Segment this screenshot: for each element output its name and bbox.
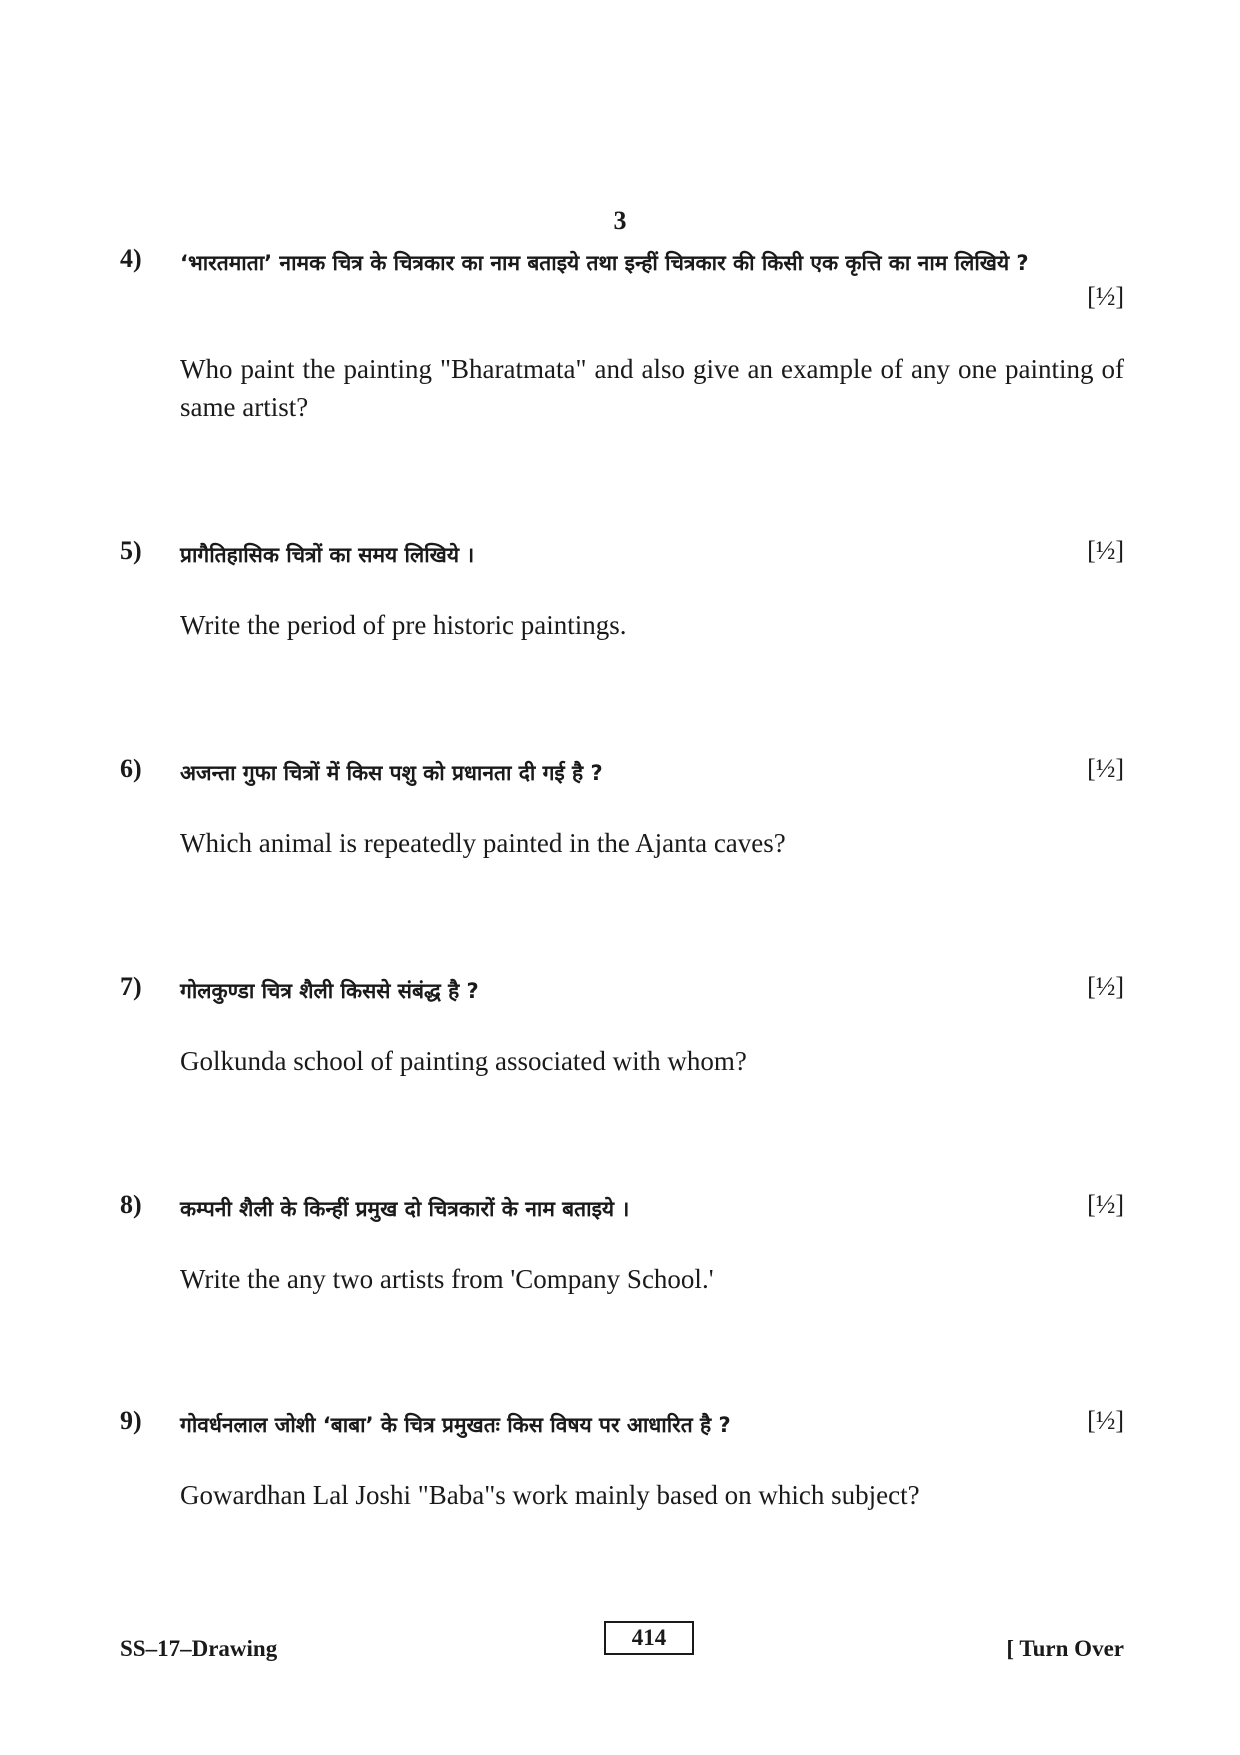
question-hindi-text: अजन्ता गुफा चित्रों में किस पशु को प्रधानता दी गई है ? (180, 761, 603, 785)
question-hindi-line: ‘भारतमाता’ नामक चित्र के चित्रकार का नाम बताइये तथा इन्हीं चित्रकार की किसी एक कृत्ति का नाम लिखिये ? (180, 251, 1029, 275)
question-english-text: Gowardhan Lal Joshi "Baba"s work mainly based on which subject? (180, 1480, 920, 1510)
question-marks: [½] (1087, 1190, 1124, 1219)
question-marks: [½] (1087, 754, 1124, 783)
question-hindi-text: गोलकुण्डा चित्र शैली किससे संबंद्ध है ? (180, 979, 479, 1003)
question-english-text: Write the any two artists from 'Company School.' (180, 1264, 714, 1294)
question-9 (120, 1406, 1124, 1516)
paper-code: SS–17–Drawing (120, 1636, 278, 1661)
question-english-text: Who paint the painting "Bharatmata" and also give an example of any one painting of same artist? (180, 354, 1124, 422)
page-number: 3 (613, 206, 627, 235)
question-marks: [½] (1087, 536, 1124, 565)
question-marks: [½] (1087, 282, 1124, 311)
question-marks: [½] (1087, 1406, 1124, 1435)
question-8 (120, 1190, 1124, 1300)
question-number: 7) (120, 972, 142, 1001)
question-6 (120, 754, 1124, 864)
question-number: 4) (120, 244, 142, 273)
question-hindi-text (180, 244, 1124, 282)
turn-over-label: [ Turn Over (1006, 1636, 1124, 1661)
question-english-text: Write the period of pre historic paintings. (180, 610, 627, 640)
question-7 (120, 972, 1124, 1082)
question-marks: [½] (1087, 972, 1124, 1001)
question-hindi-text: कम्पनी शैली के किन्हीं प्रमुख दो चित्रकारों के नाम बताइये । (180, 1197, 630, 1221)
question-number: 6) (120, 754, 142, 783)
page-box-number: 414 (604, 1621, 694, 1655)
question-number: 9) (120, 1406, 142, 1435)
question-english-text: Which animal is repeatedly painted in the Ajanta caves? (180, 828, 786, 858)
question-english-text: Golkunda school of painting associated with whom? (180, 1046, 747, 1076)
question-number: 5) (120, 536, 142, 565)
question-hindi-text: प्रागैतिहासिक चित्रों का समय लिखिये । (180, 543, 475, 567)
question-5 (120, 536, 1124, 646)
question-number: 8) (120, 1190, 142, 1219)
question-hindi-text: गोवर्धनलाल जोशी ‘बाबा’ के चित्र प्रमुखतः किस विषय पर आधारित है ? (180, 1413, 731, 1437)
question-4 (120, 244, 1124, 434)
